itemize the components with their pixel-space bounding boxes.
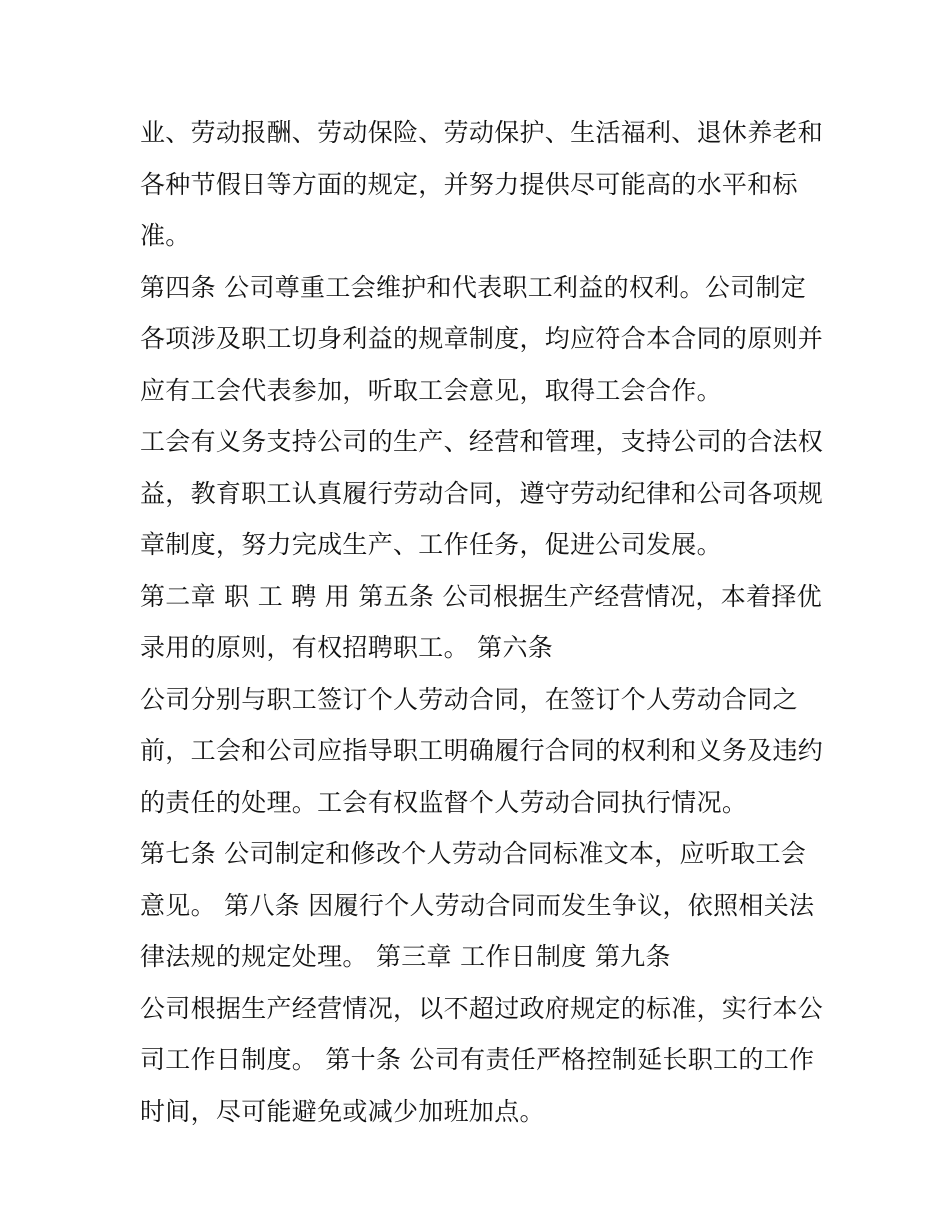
text-line: 工会有义务支持公司的生产、经营和管理，支持公司的合法权 xyxy=(140,427,824,456)
text-line: 的责任的处理。工会有权监督个人劳动合同执行情况。 xyxy=(140,787,748,817)
document-body xyxy=(140,107,830,1137)
text-line: 各种节假日等方面的规定，并努力提供尽可能高的水平和标 xyxy=(140,169,798,199)
text-line: 录用的原则，有权招聘职工。 第六条 xyxy=(140,633,554,662)
text-line: 公司根据生产经营情况，以不超过政府规定的标准，实行本公 xyxy=(140,993,824,1023)
text-line: 章制度，努力完成生产、工作任务，促进公司发展。 xyxy=(140,530,722,559)
text-line: 第七条 公司制定和修改个人劳动合同标准文本，应听取工会 xyxy=(140,839,807,868)
text-line: 前，工会和公司应指导职工明确履行合同的权利和义务及违约 xyxy=(140,736,824,765)
text-line: 应有工会代表参加，听取工会意见，取得工会合作。 xyxy=(140,375,722,405)
text-line: 业、劳动报酬、劳动保险、劳动保护、生活福利、退休养老和 xyxy=(140,118,824,147)
text-line: 公司分别与职工签订个人劳动合同，在签订个人劳动合同之 xyxy=(140,684,798,714)
text-line: 意见。 第八条 因履行个人劳动合同而发生争议，依照相关法 xyxy=(140,890,815,920)
text-line: 司工作日制度。 第十条 公司有责任严格控制延长职工的工作 xyxy=(140,1045,815,1074)
text-line: 益，教育职工认真履行劳动合同，遵守劳动纪律和公司各项规 xyxy=(140,478,824,508)
text-line: 第二章 职 工 聘 用 第五条 公司根据生产经营情况，本着择优 xyxy=(140,581,822,611)
text-line: 时间，尽可能避免或减少加班加点。 xyxy=(140,1096,545,1126)
text-line: 各项涉及职工切身利益的规章制度，均应符合本合同的原则并 xyxy=(140,324,824,353)
text-line: 律法规的规定处理。 第三章 工作日制度 第九条 xyxy=(140,942,671,971)
text-line: 准。 xyxy=(140,221,191,250)
text-line: 第四条 公司尊重工会维护和代表职工利益的权利。公司制定 xyxy=(140,272,807,302)
